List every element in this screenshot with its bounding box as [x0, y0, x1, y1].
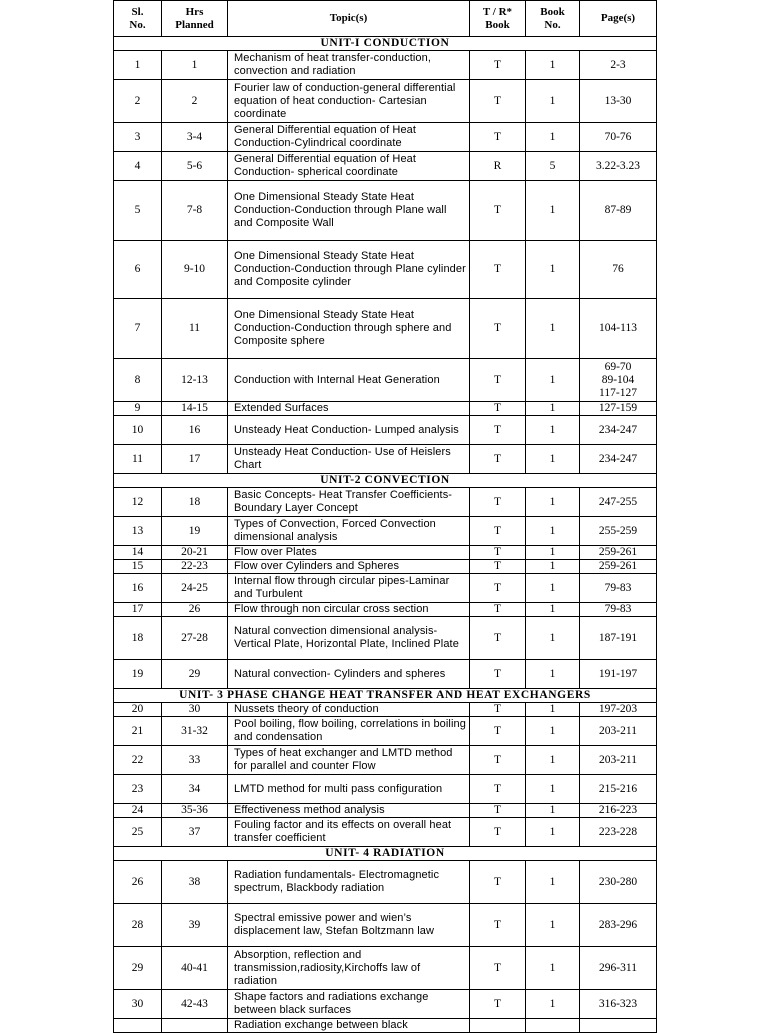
- cell-hrs-planned: 26: [162, 603, 228, 617]
- header-pages: Page(s): [580, 1, 657, 37]
- cell-book-no: 1: [526, 775, 580, 804]
- cell-pages: 13-30: [580, 80, 657, 123]
- cell-book-no: [526, 1019, 580, 1033]
- table-row: [114, 947, 657, 990]
- cell-book-no: 1: [526, 990, 580, 1019]
- cell-tr-book: T: [470, 904, 526, 947]
- header-topics: Topic(s): [228, 1, 470, 37]
- cell-pages: 69-70 89-104 117-127: [580, 359, 657, 402]
- cell-tr-book: T: [470, 402, 526, 416]
- syllabus-table-container: [113, 0, 656, 1033]
- cell-hrs-planned: 3-4: [162, 123, 228, 152]
- cell-book-no: 1: [526, 517, 580, 546]
- cell-pages: 191-197: [580, 660, 657, 689]
- cell-tr-book: T: [470, 416, 526, 445]
- cell-topic: Shape factors and radiations exchange between black surfaces: [228, 990, 470, 1019]
- cell-hrs-planned: 14-15: [162, 402, 228, 416]
- header-sl-no: Sl. No.: [114, 1, 162, 37]
- table-row: [114, 51, 657, 80]
- cell-sl-no: 15: [114, 560, 162, 574]
- cell-book-no: 1: [526, 818, 580, 847]
- table-row: [114, 445, 657, 474]
- cell-sl-no: 19: [114, 660, 162, 689]
- cell-topic: Basic Concepts- Heat Transfer Coefficients- Boundary Layer Concept: [228, 488, 470, 517]
- unit-header-row: [114, 847, 657, 861]
- cell-sl-no: 24: [114, 804, 162, 818]
- table-row: [114, 904, 657, 947]
- cell-topic: Radiation exchange between black: [228, 1019, 470, 1033]
- cell-pages: 259-261: [580, 546, 657, 560]
- header-row: [114, 1, 657, 37]
- cell-pages: 203-211: [580, 717, 657, 746]
- cell-sl-no: 10: [114, 416, 162, 445]
- cell-tr-book: T: [470, 123, 526, 152]
- cell-topic: Fouling factor and its effects on overall heat transfer coefficient: [228, 818, 470, 847]
- table-row: [114, 181, 657, 241]
- unit-title: UNIT-2 CONVECTION: [114, 474, 657, 488]
- cell-hrs-planned: 9-10: [162, 241, 228, 299]
- cell-topic: Flow over Plates: [228, 546, 470, 560]
- cell-hrs-planned: 39: [162, 904, 228, 947]
- unit-title: UNIT-I CONDUCTION: [114, 37, 657, 51]
- cell-pages: 70-76: [580, 123, 657, 152]
- cell-book-no: 1: [526, 703, 580, 717]
- table-row: [114, 359, 657, 402]
- cell-tr-book: T: [470, 703, 526, 717]
- lesson-plan-table: [113, 0, 657, 1033]
- cell-pages: 316-323: [580, 990, 657, 1019]
- cell-sl-no: 16: [114, 574, 162, 603]
- cell-hrs-planned: 16: [162, 416, 228, 445]
- cell-pages: 79-83: [580, 603, 657, 617]
- cell-book-no: 1: [526, 80, 580, 123]
- cell-hrs-planned: 38: [162, 861, 228, 904]
- cell-sl-no: 1: [114, 51, 162, 80]
- table-row: [114, 775, 657, 804]
- table-row: [114, 746, 657, 775]
- cell-topic: Unsteady Heat Conduction- Use of Heislers Chart: [228, 445, 470, 474]
- cell-pages: 76: [580, 241, 657, 299]
- cell-hrs-planned: 29: [162, 660, 228, 689]
- cell-tr-book: T: [470, 617, 526, 660]
- cell-book-no: 1: [526, 359, 580, 402]
- cell-tr-book: [470, 1019, 526, 1033]
- cell-book-no: 1: [526, 546, 580, 560]
- cell-hrs-planned: 40-41: [162, 947, 228, 990]
- cell-topic: Mechanism of heat transfer-conduction, convection and radiation: [228, 51, 470, 80]
- cell-sl-no: 26: [114, 861, 162, 904]
- cell-hrs-planned: 31-32: [162, 717, 228, 746]
- cell-topic: Internal flow through circular pipes-Laminar and Turbulent: [228, 574, 470, 603]
- cell-book-no: 1: [526, 603, 580, 617]
- cell-hrs-planned: 18: [162, 488, 228, 517]
- cell-hrs-planned: 11: [162, 299, 228, 359]
- cell-pages: 247-255: [580, 488, 657, 517]
- table-row: [114, 152, 657, 181]
- cell-topic: Types of Convection, Forced Convection dimensional analysis: [228, 517, 470, 546]
- cell-tr-book: T: [470, 51, 526, 80]
- cell-topic: Nussets theory of conduction: [228, 703, 470, 717]
- table-row: [114, 703, 657, 717]
- cell-tr-book: T: [470, 560, 526, 574]
- cell-book-no: 1: [526, 947, 580, 990]
- cell-tr-book: T: [470, 299, 526, 359]
- cell-sl-no: 11: [114, 445, 162, 474]
- cell-topic: Spectral emissive power and wien’s displacement law, Stefan Boltzmann law: [228, 904, 470, 947]
- cell-hrs-planned: 30: [162, 703, 228, 717]
- header-tr-book: T / R* Book: [470, 1, 526, 37]
- cell-book-no: 1: [526, 299, 580, 359]
- cell-tr-book: T: [470, 804, 526, 818]
- header-book-no: Book No.: [526, 1, 580, 37]
- cell-sl-no: 28: [114, 904, 162, 947]
- cell-pages: 203-211: [580, 746, 657, 775]
- table-row: [114, 861, 657, 904]
- cell-book-no: 1: [526, 402, 580, 416]
- cell-tr-book: T: [470, 517, 526, 546]
- cell-tr-book: T: [470, 861, 526, 904]
- cell-topic: Effectiveness method analysis: [228, 804, 470, 818]
- cell-hrs-planned: 24-25: [162, 574, 228, 603]
- cell-pages: 197-203: [580, 703, 657, 717]
- unit-title: UNIT- 4 RADIATION: [114, 847, 657, 861]
- cell-tr-book: T: [470, 717, 526, 746]
- cell-tr-book: T: [470, 746, 526, 775]
- cell-tr-book: T: [470, 488, 526, 517]
- cell-sl-no: 29: [114, 947, 162, 990]
- cell-pages: 259-261: [580, 560, 657, 574]
- cell-tr-book: T: [470, 445, 526, 474]
- cell-tr-book: T: [470, 947, 526, 990]
- cell-sl-no: 14: [114, 546, 162, 560]
- cell-tr-book: T: [470, 80, 526, 123]
- cell-tr-book: R: [470, 152, 526, 181]
- cell-hrs-planned: 5-6: [162, 152, 228, 181]
- cell-pages: 296-311: [580, 947, 657, 990]
- cell-tr-book: T: [470, 546, 526, 560]
- cell-hrs-planned: 2: [162, 80, 228, 123]
- cell-pages: 187-191: [580, 617, 657, 660]
- table-body: [114, 37, 657, 1033]
- cell-tr-book: T: [470, 990, 526, 1019]
- cell-sl-no: 17: [114, 603, 162, 617]
- cell-book-no: 1: [526, 560, 580, 574]
- cell-pages: 79-83: [580, 574, 657, 603]
- cell-book-no: 1: [526, 617, 580, 660]
- cell-pages: 87-89: [580, 181, 657, 241]
- table-row: [114, 560, 657, 574]
- cell-sl-no: 21: [114, 717, 162, 746]
- cell-book-no: 1: [526, 861, 580, 904]
- cell-pages: 104-113: [580, 299, 657, 359]
- cell-sl-no: 25: [114, 818, 162, 847]
- table-row: [114, 660, 657, 689]
- cell-topic: Flow over Cylinders and Spheres: [228, 560, 470, 574]
- cell-book-no: 1: [526, 51, 580, 80]
- header-hrs-planned: Hrs Planned: [162, 1, 228, 37]
- table-row: [114, 517, 657, 546]
- cell-sl-no: 23: [114, 775, 162, 804]
- cell-topic: Extended Surfaces: [228, 402, 470, 416]
- cell-pages: 216-223: [580, 804, 657, 818]
- cell-topic: One Dimensional Steady State Heat Conduction-Conduction through Plane wall and Composite Wall: [228, 181, 470, 241]
- cell-topic: Types of heat exchanger and LMTD method for parallel and counter Flow: [228, 746, 470, 775]
- cell-book-no: 1: [526, 717, 580, 746]
- cell-topic: Pool boiling, flow boiling, correlations in boiling and condensation: [228, 717, 470, 746]
- table-row: [114, 402, 657, 416]
- unit-title: UNIT- 3 PHASE CHANGE HEAT TRANSFER AND HEAT EXCHANGERS: [114, 689, 657, 703]
- cell-topic: One Dimensional Steady State Heat Conduction-Conduction through Plane cylinder and Composite cylinder: [228, 241, 470, 299]
- cell-sl-no: 2: [114, 80, 162, 123]
- cell-hrs-planned: 34: [162, 775, 228, 804]
- cell-sl-no: 7: [114, 299, 162, 359]
- cell-pages: 234-247: [580, 445, 657, 474]
- cell-topic: Flow through non circular cross section: [228, 603, 470, 617]
- cell-tr-book: T: [470, 818, 526, 847]
- table-row: [114, 1019, 657, 1033]
- unit-header-row: [114, 474, 657, 488]
- cell-book-no: 1: [526, 488, 580, 517]
- cell-topic: Conduction with Internal Heat Generation: [228, 359, 470, 402]
- cell-pages: 255-259: [580, 517, 657, 546]
- unit-header-row: [114, 37, 657, 51]
- cell-tr-book: T: [470, 241, 526, 299]
- cell-topic: LMTD method for multi pass configuration: [228, 775, 470, 804]
- cell-hrs-planned: 20-21: [162, 546, 228, 560]
- cell-sl-no: 12: [114, 488, 162, 517]
- cell-hrs-planned: 1: [162, 51, 228, 80]
- cell-pages: 2-3: [580, 51, 657, 80]
- cell-sl-no: 4: [114, 152, 162, 181]
- table-row: [114, 603, 657, 617]
- cell-tr-book: T: [470, 603, 526, 617]
- cell-topic: Natural convection dimensional analysis-Vertical Plate, Horizontal Plate, Inclined Plate: [228, 617, 470, 660]
- cell-sl-no: 20: [114, 703, 162, 717]
- cell-book-no: 1: [526, 445, 580, 474]
- table-row: [114, 574, 657, 603]
- cell-pages: 3.22-3.23: [580, 152, 657, 181]
- cell-tr-book: T: [470, 660, 526, 689]
- cell-pages: 230-280: [580, 861, 657, 904]
- cell-book-no: 1: [526, 181, 580, 241]
- cell-hrs-planned: 19: [162, 517, 228, 546]
- cell-pages: 283-296: [580, 904, 657, 947]
- table-row: [114, 241, 657, 299]
- cell-hrs-planned: 17: [162, 445, 228, 474]
- table-row: [114, 488, 657, 517]
- cell-topic: Unsteady Heat Conduction- Lumped analysis: [228, 416, 470, 445]
- cell-book-no: 1: [526, 746, 580, 775]
- cell-book-no: 5: [526, 152, 580, 181]
- table-row: [114, 123, 657, 152]
- cell-sl-no: 22: [114, 746, 162, 775]
- table-row: [114, 717, 657, 746]
- cell-sl-no: [114, 1019, 162, 1033]
- cell-topic: Fourier law of conduction-general differential equation of heat conduction- Cartesian coordinate: [228, 80, 470, 123]
- cell-hrs-planned: 33: [162, 746, 228, 775]
- cell-book-no: 1: [526, 416, 580, 445]
- cell-topic: Natural convection- Cylinders and spheres: [228, 660, 470, 689]
- cell-pages: [580, 1019, 657, 1033]
- cell-hrs-planned: 12-13: [162, 359, 228, 402]
- cell-tr-book: T: [470, 775, 526, 804]
- table-row: [114, 80, 657, 123]
- cell-sl-no: 13: [114, 517, 162, 546]
- cell-book-no: 1: [526, 660, 580, 689]
- cell-topic: Absorption, reflection and transmission,radiosity,Kirchoffs law of radiation: [228, 947, 470, 990]
- cell-hrs-planned: 42-43: [162, 990, 228, 1019]
- table-row: [114, 818, 657, 847]
- cell-topic: General Differential equation of Heat Conduction-Cylindrical coordinate: [228, 123, 470, 152]
- cell-hrs-planned: 7-8: [162, 181, 228, 241]
- cell-book-no: 1: [526, 123, 580, 152]
- cell-pages: 234-247: [580, 416, 657, 445]
- cell-sl-no: 3: [114, 123, 162, 152]
- table-row: [114, 299, 657, 359]
- cell-hrs-planned: 22-23: [162, 560, 228, 574]
- table-row: [114, 546, 657, 560]
- table-row: [114, 990, 657, 1019]
- cell-pages: 215-216: [580, 775, 657, 804]
- unit-header-row: [114, 689, 657, 703]
- cell-hrs-planned: [162, 1019, 228, 1033]
- cell-sl-no: 5: [114, 181, 162, 241]
- table-row: [114, 804, 657, 818]
- cell-book-no: 1: [526, 574, 580, 603]
- cell-sl-no: 9: [114, 402, 162, 416]
- cell-pages: 127-159: [580, 402, 657, 416]
- cell-book-no: 1: [526, 241, 580, 299]
- cell-hrs-planned: 37: [162, 818, 228, 847]
- cell-sl-no: 6: [114, 241, 162, 299]
- cell-topic: Radiation fundamentals- Electromagnetic spectrum, Blackbody radiation: [228, 861, 470, 904]
- cell-pages: 223-228: [580, 818, 657, 847]
- cell-sl-no: 18: [114, 617, 162, 660]
- cell-hrs-planned: 27-28: [162, 617, 228, 660]
- cell-tr-book: T: [470, 181, 526, 241]
- cell-sl-no: 8: [114, 359, 162, 402]
- table-row: [114, 416, 657, 445]
- cell-hrs-planned: 35-36: [162, 804, 228, 818]
- cell-topic: General Differential equation of Heat Conduction- spherical coordinate: [228, 152, 470, 181]
- cell-book-no: 1: [526, 804, 580, 818]
- cell-tr-book: T: [470, 359, 526, 402]
- cell-book-no: 1: [526, 904, 580, 947]
- cell-topic: One Dimensional Steady State Heat Conduction-Conduction through sphere and Composite sphere: [228, 299, 470, 359]
- table-row: [114, 617, 657, 660]
- cell-tr-book: T: [470, 574, 526, 603]
- cell-sl-no: 30: [114, 990, 162, 1019]
